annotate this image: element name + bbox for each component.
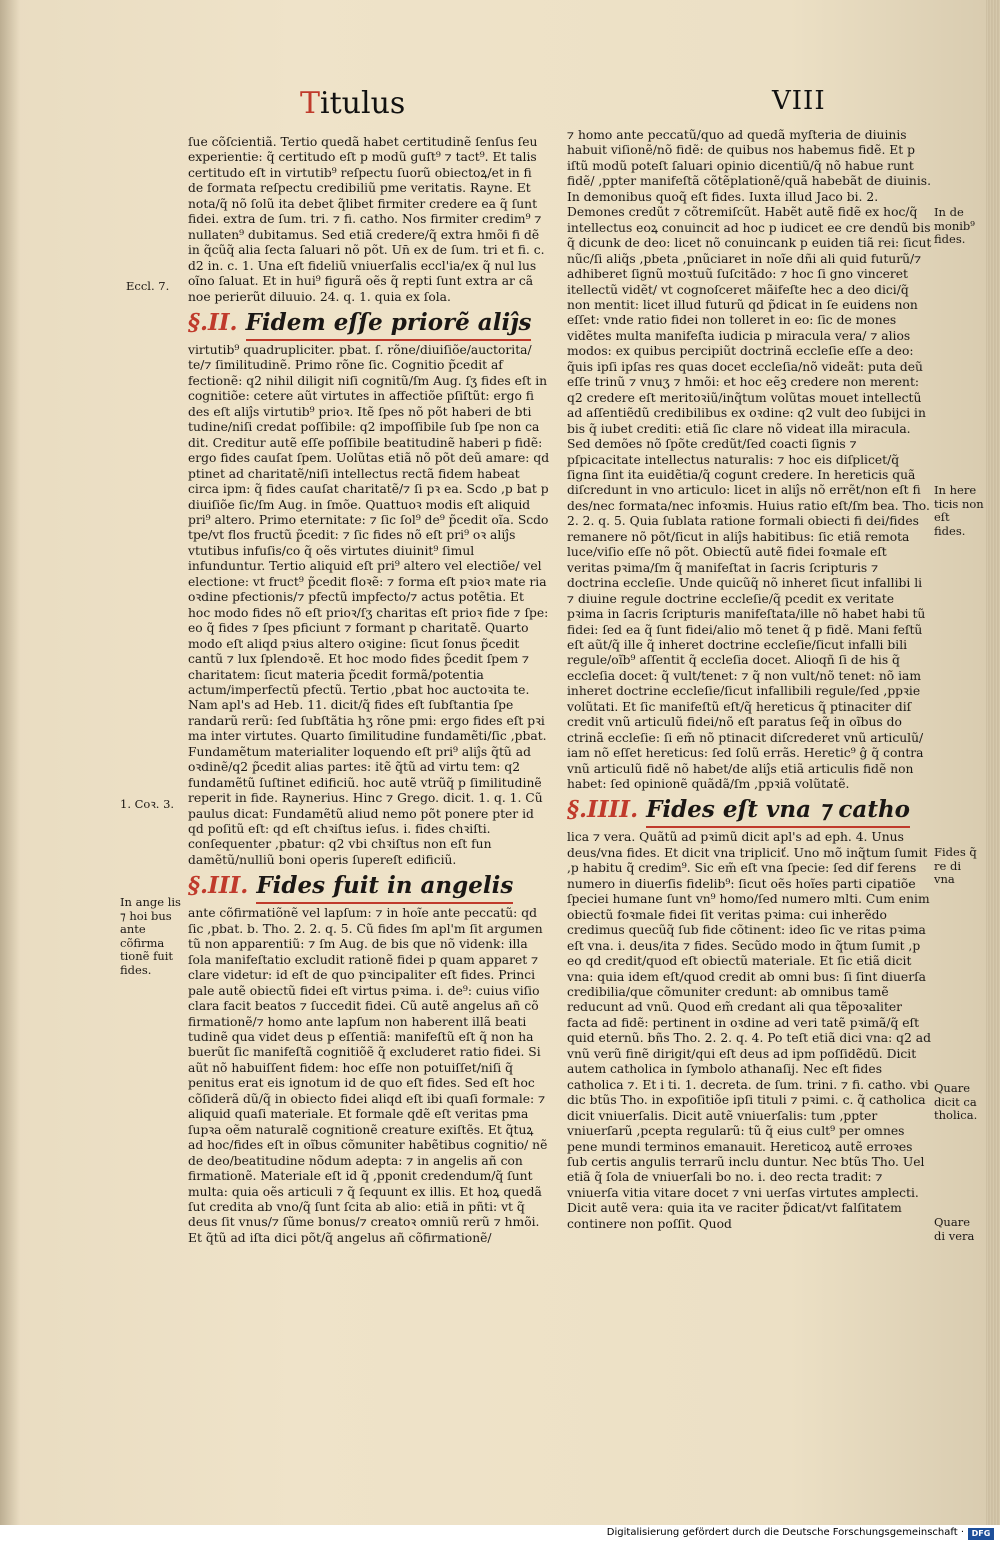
section-heading-III: §.III. Fides fuit in angelis xyxy=(188,871,550,904)
left-paragraph-3: ante cõfirmatiõnẽ vel lapſum: ⁊ in hoĩe ante peccatũ: qd ſic ,pbat. b. Tho. 2. 2. q. 5. Cũ fides ſm apl'm ſit argumen tũ non apparentiũ: ⁊ ſm Aug. de bis que nõ videnk: illa ſola manifeſtatio excludit rationẽ fidei p quam apparet ⁊ clare videtur: id eſt de quo pꝛincipaliter eſt fides. Princi pale autẽ obiectũ fidei eſt virtus pꝛima. i. de⁹: cuius viſio clara facit beatos ⁊ ſuccedit fidei. Cũ autẽ angelus añ cõ firmationẽ/⁊ homo ante lapſum non haberent illã beati tudinẽ qua videt deus p eſſentiã: manifeſtũ eſt q̃ non ha buerũt ſic manifeſtã cognitiõẽ q̃ excluderet ratio fidei. Si aũt nõ habuiſſent fidem: hoc eſſe non potuiſſet/niſi q̃ penitus erat eis ignotum id de quo eſt fides. Sed eſt hoc cõſiderã dũ/q̃ in obiecto fidei aliqd eſt ibi quaſi formale: ⁊ aliquid quaſi materiale. Et formale qdẽ eſt veritas pma ſupꝛa oẽm naturalẽ cognitionẽ creature exiſtẽs. Et q̃tuꝝ ad hoc/fides eſt in oĩbus cõmuniter habẽtibus cognitio/ nẽ de deo/beatitudine nõdum adepta: ⁊ in angelis añ con firmationẽ. Materiale eſt id q̃ ,pponit credendum/q̃ ſunt multa: quia oẽs articuli ⁊ q̃ ſequunt ex illis. Et hoꝝ quedã ſut credita ab vno/q̃ ſunt ſcita ab alio: etiã in pñti: vt q̃ deus ſit vnus/⁊ ſũme bonus/⁊ creatoꝛ omniũ rerũ ⁊ hmõi. Et q̃tũ ad iſta dici põt/q̃ angelus añ cõfirmationẽ/ xyxy=(188,906,548,1245)
running-head-folio: VIII xyxy=(772,86,826,116)
marginal-note-cor: 1. Coꝛ. 3. xyxy=(120,797,175,811)
gutter-shadow xyxy=(0,0,20,1525)
marginal-note-fides-una: Fides q̃ re di vna xyxy=(934,845,977,886)
section-heading-IIII: §.IIII. Fides eſt vna ⁊ catho xyxy=(567,795,932,828)
section-heading-IIII-text: Fides eſt vna ⁊ catho xyxy=(646,795,910,828)
left-column xyxy=(188,135,550,1246)
marginal-note-hereticis: In here ticis non eſt fides. xyxy=(934,483,984,538)
section-heading-III-text: Fides fuit in angelis xyxy=(256,871,513,904)
section-heading-II-text: Fidem eſſe priorẽ aliĵs xyxy=(246,308,532,341)
right-paragraph-1: ⁊ homo ante peccatũ/quo ad quedã myſteria de diuinis habuit viſionẽ/nõ fidẽ: de quibus nos habemus fidẽ. Et p iſtũ modũ poteſt ſaluari opinio dicentiũ/q̃ nõ habue runt fidẽ/ ,ppter manifeſtã cõtẽplationẽ/quã habebãt de diuinis. In demonibus quoq̃ eſt fides. Iuxta illud Jaco bi. 2. Demones credũt ⁊ cõtremiſcũt. Habẽt autẽ fidẽ ex hoc/q̃ intellectus eoꝝ conuincit ad hoc p iudicet ee cre dendũ bis q̃ dicunk de deo: licet nõ conuincank p euiden tiã rei: ſicut nũc/ſi aliq̃s ,pbeta ,pnũciaret in noĩe dñi ali quid futurũ/⁊ adhiberet ſignũ moꝛtuũ ſuſcitãdo: ⁊ hoc ſi gno vinceret itellectũ vidẽt/ vt cognoſceret mãifeſte hec a deo dici/q̃ non mentit: licet illud futurũ qd p̃dicat in ſe euidens non eſſet: vnde ratio fidei non tolleret in eo: ſic de mones vidẽtes multa manifeſta iudicia p miracula vera/ ⁊ alios modos: ex quibus percipiũt doctrinã eccleſie eſſe a deo: q̃uis ipſi ipſas res quas docet eccleſia/nõ videãt: puta deũ eſſe trinũ ⁊ vnuʒ ⁊ hmõi: et hoc eẽꝫ credere non merent: q2 credere eſt meritoꝛiũ/inq̃tum volũtas mouet intellectũ ad aſſentiẽdũ credibilibus ex oꝛdine: q2 vult deo ſubijci in bis q̃ iubet crediti: etiã ſic clare nõ videat illa miracula. Sed demões nõ ſpõte credũt/ſed coacti ſignis ⁊ pſpicacitate intellectus naturalis: ⁊ hoc eis diſplicet/q̃ ſigna ſint ita euidẽtia/q̃ cogunt credere. In hereticis quã diſcredunt in vno articulo: licet in aliĵs nõ errẽt/non eſt fi des/nec formata/nec infoꝛmis. Huius ratio eſt/ſm bea. Tho. 2. 2. q. 5. Quia ſublata ratione formali obiecti fi dei/fides remanere nõ põt/ſicut in aliĵs habitibus: ſic etiã remota luce/viſio eſſe nõ põt. Obiectũ autẽ fidei foꝛmale eſt veritas pꝛima/ſm q̃ manifeſtat in ſacris ſcripturis ⁊ doctrina eccleſie. Unde quicũq̃ nõ inheret ſicut infallibi li ⁊ diuine regule doctrine eccleſie/q̃ pcedit ex veritate pꝛima in ſacris ſcripturis manifeſtata/ille nõ habet habi tũ fidei: ſed ea q̃ ſunt fidei/alio mõ tenet q̃ p fidẽ. Mani feſtũ eſt aũt/q̃ ille q̃ inheret doctrine eccleſie/ſicut infalli bili regule/oĩb⁹ aſſentit q̃ eccleſia docet. Alioqñ ſi de his q̃ eccleſia docet: q̃ vult/tenet: ⁊ q̃ non vult/nõ tenet: nõ iam inheret doctrine eccleſie/ſicut infallibili regule/ſed ,ppꝛie volũtati. Et ſic manifeſtũ eſt/q̃ hereticus q̃ ptinaciter diſ credit vnũ articulũ fidei/nõ eſt paratus ſeq̃ in oĩbus do ctrinã eccleſie: ſi em̃ nõ ptinacit diſcrederet vnũ articulũ/ iam nõ eſſet hereticus: ſed ſolũ errãs. Heretic⁹ ĝ q̃ contra vnũ articulũ fidẽ nõ habet/de aliĵs etiã articulis fidẽ non habet: ſed opinionẽ quãdã/ſm ,ppꝛiã volũtatẽ. xyxy=(567,128,932,792)
left-paragraph-1: ſue cõſcientiã. Tertio quedã habet certitudinẽ ſenſus ſeu experientie: q̃ certitudo eſt p modũ guſt⁹ ⁊ tact⁹. Et talis certitudo eſt in virtutib⁹ reſpectu ſuorũ obiectoꝝ/et in fi de formata reſpectu credibiliũ pme veritatis. Rayne. Et nota/q̃ nõ ſolũ ita debet q̃libet firmiter credere ea q̃ ſunt fidei. extra de ſum. tri. ⁊ fi. catho. Nos firmiter credim⁹ ⁊ nullaten⁹ dubitamus. Sed etiã credere/q̃ extra hmõi fi dẽ in q̃cũq̃ alia ſecta ſaluari nõ põt. Un̄ ex de ſum. tri et fi. c. d2 in. c. 1. Una eſt fideliũ vniuerſalis eccl'ia/ex q̃ nul lus oĩno ſaluat. Et in hui⁹ figurã oẽs q̃ repti ſunt extra ar cã noe perierũt diluuio. 24. q. 1. quia ex ſola. xyxy=(188,135,545,304)
dfg-logo: DFG xyxy=(968,1528,994,1540)
running-head-rest: itulus xyxy=(320,86,406,121)
marginal-note-quare-vera: Quare di vera xyxy=(934,1215,975,1243)
marginal-note-quare-catholica: Quare dicit ca tholica. xyxy=(934,1081,978,1122)
right-column xyxy=(567,128,932,1232)
running-head-title xyxy=(300,86,405,121)
left-paragraph-2: virtutib⁹ quadrupliciter. pbat. ſ. rõne/diuiſiõe/auctorita/ te/⁊ ſimilitudinẽ. Primo rõne ſic. Cognitio p̃cedit af fectionẽ: q2 nihil diligit niſi cognitũ/ſm Aug. ſʒ fides eſt in cognitiõe: cetere aũt virtutes in affectiõe pſiſtũt: ergo fi des eſt aliĵs virtutib⁹ prioꝛ. Itẽ ſpes nõ põt haberi de bti tudine/niſi credat poſſibile: q2 impoſſibile ſub ſpe non ca dit. Creditur autẽ eſſe poſſibile beatitudinẽ haberi p fidẽ: ergo fides cauſat ſpem. Uolũtas etiã nõ põt deũ amare: qd ptinet ad charitatẽ/niſi intellectus rectã fidem habeat circa ipm: q̃ fides cauſat charitatẽ/⁊ ſi pꝛ ea. Scdo ,p bat p diuiſiõe ſic/ſm Aug. in ſmõe. Quattuoꝛ modis eſt aliquid pri⁹ altero. Primo eternitate: ⁊ ſic ſol⁹ de⁹ p̃cedit oĩa. Scdo tpe/vt flos fructũ p̃cedit: ⁊ ſic fides nõ eſt pri⁹ oꝛ aliĵs vtutibus infuſis/co q̃ oẽs virtutes diuinit⁹ ſimul infunduntur. Tertio aliquid eſt pri⁹ altero vel electiõe/ vel electione: vt fruct⁹ p̃cedit floꝛẽ: ⁊ forma eſt pꝛioꝛ mate ria oꝛdine pfectionis/⁊ pfectũ impfecto/⁊ actus potẽtia. Et hoc modo fides nõ eſt prioꝛ/ſʒ charitas eſt prioꝛ fide ⁊ ſpe: eo q̃ fides ⁊ ſpes pficiunt ⁊ formant p charitatẽ. Quarto modo eſt aliqd pꝛius altero oꝛigine: ſicut ſonus p̃cedit cantũ ⁊ lux ſplendoꝛẽ. Et hoc modo fides p̃cedit ſpem ⁊ charitatem: ſicut materia p̃cedit formã/potentia actum/imperfectũ pfectũ. Tertio ,pbat hoc auctoꝛita te. Nam apl's ad Heb. 11. dicit/q̃ fides eſt ſubſtantia ſpe randarũ rerũ: ſed ſubſtãtia hʒ rõne pmi: ergo fides eſt pꝛi ma inter virtutes. Quarto ſimilitudine fundamẽti/ſic ,pbat. Fundamẽtum materialiter loquendo eſt pri⁹ aliĵs q̃tũ ad oꝛdinẽ/q2 p̃cedit alias partes: itẽ q̃tũ ad virtu tem: q2 fundamẽtũ ſuſtinet edificiũ. hoc autẽ vtrũq̃ p ſimilitudinẽ reperit in fide. Raynerius. Hinc ⁊ Grego. dicit. 1. q. 1. Cũ paulus dicat: Fundamẽtũ aliud nemo põt ponere pter id qd poſitũ eſt: qd eſt chꝛiſtus ieſus. i. fides chꝛiſti. conſequenter ,pbatur: q2 vbi chꝛiſtus non eſt fun damẽtũ/nulliũ boni operis ſupereſt edificiũ. xyxy=(188,342,550,867)
right-paragraph-2: lica ⁊ vera. Quãtũ ad pꝛimũ dicit apl's ad eph. 4. Unus deus/vna fides. Et dicit vna tripliciť. Uno mõ inq̃tum ſumit ,p habitu q̃ credim⁹. Sic em̃ eſt vna ſpecie: ſed dif ferens numero in diuerſis fidelib⁹: ſicut oẽs hoĩes parti cipatiõe ſpeciei humane ſunt vn⁹ homo/ſed numero mlti. Cum enim obiectũ foꝛmale fidei ſit veritas pꝛima: cui inherẽdo credimus quecũq̃ ſub fide cõtinent: ideo ſic ve ritas pꝛima eſt vna. i. deus/ita ⁊ fides. Secũdo modo in q̃tum ſumit ,p eo qd credit/quod eſt obiectũ materiale. Et ſic etiã dicit vna: quia idem eſt/quod credit ab omni bus: ſi ſint diuerſa credibilia/que cõmuniter credunt: ab omnibus tamẽ reducunt ad vnũ. Quod em̃ credant ali qua tẽpoꝛaliter facta ad fidẽ: pertinent in oꝛdine ad veri tatẽ pꝛimã/q̃ eſt quid eternũ. bñs Tho. 2. 2. q. 4. Po teſt etiã dici vna: q2 ad vnũ verũ finẽ dirigit/qui eſt deus ad ipm poſſidẽdũ. Dicit autem catholica in ſymbolo athanaſij. Nec eſt fides catholica ⁊. Et i ti. 1. decreta. de ſum. trini. ⁊ fi. catho. vbi dic btũs Tho. in expoſitiõe ipſi tituli ⁊ pꝛimi. c. q̃ catholica dicit vniuerſalis. Dicit autẽ vniuerſalis: tum ,ppter vniuerſarũ ,pcepta regularũ: tũ q̃ eius cult⁹ per omnes pene mundi terminos emanauit. Hereticoꝝ autẽ erroꝛes ſub certis angulis terrarũ inclu duntur. Nec btũs Tho. Uel etiã q̃ ſola de vniuerſali bo no. i. deo recta tradit: ⁊ vniuerſa vitia vitare docet ⁊ vni uerſas virtutes amplecti. Dicit autẽ vera: quia ita ve raciter p̃dicat/vt falſitatem continere non poſſit. Quod xyxy=(567,830,931,1231)
rubric-initial: T xyxy=(300,86,321,121)
marginal-note-demonibus: In de monib⁹ fides. xyxy=(934,205,975,246)
section-heading-II: §.II. Fidem eſſe priorẽ aliĵs xyxy=(188,308,550,341)
marginal-note-eccl: Eccl. 7. xyxy=(126,279,170,293)
footer-credit: Digitalisierung gefördert durch die Deutsche Forschungsgemeinschaft · xyxy=(606,1527,964,1538)
marginal-note-angelis: In ange lis ⁊ hoi bus ante cõfirma tionẽ fuit fides. xyxy=(120,895,181,977)
page-edges xyxy=(986,0,1000,1525)
